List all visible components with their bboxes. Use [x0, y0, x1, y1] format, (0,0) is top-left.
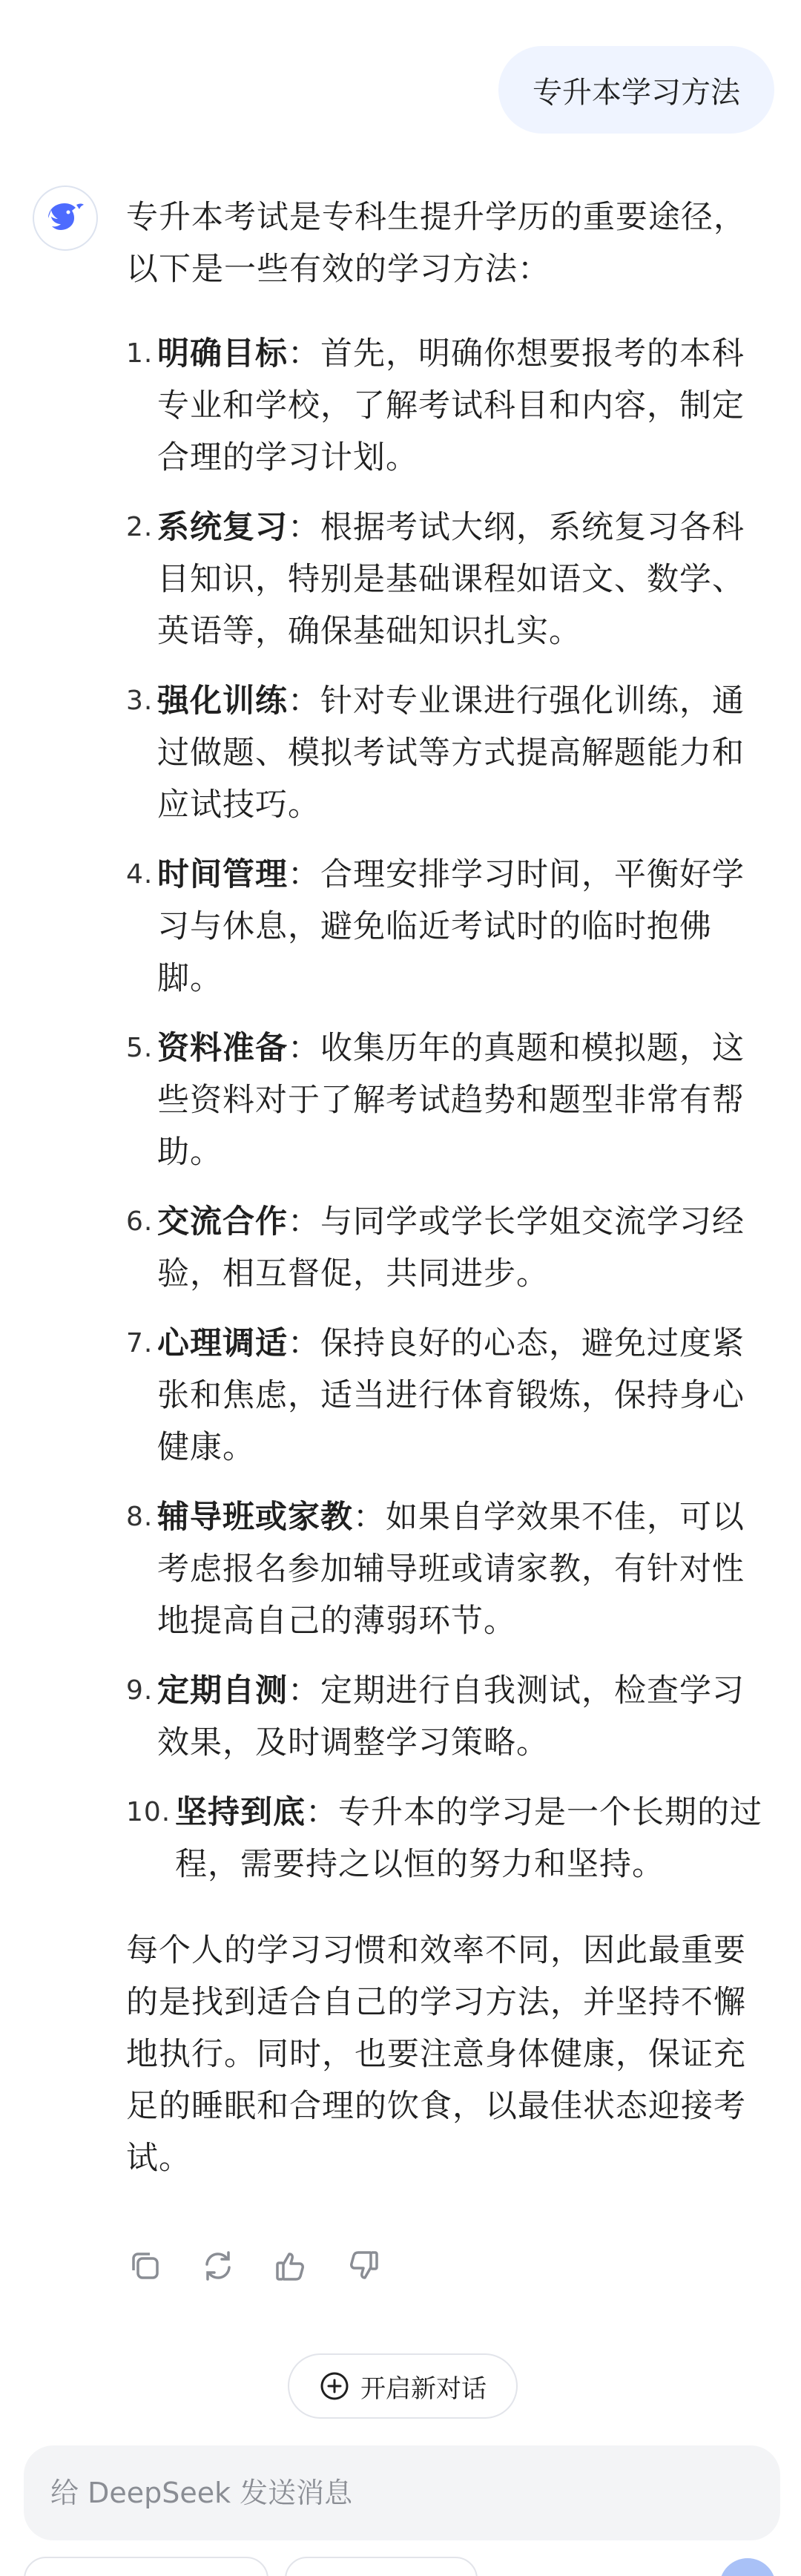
list-item-text: ：与同学或学长学姐交流学习经验，相互督促，共同进步。	[157, 1203, 745, 1292]
copy-icon	[128, 2248, 163, 2284]
list-item-text: ：收集历年的真题和模拟题，这些资料对于了解考试趋势和题型非常有帮助。	[157, 1030, 745, 1171]
list-item-text: ：定期进行自我测试，检查学习效果，及时调整学习策略。	[157, 1672, 745, 1761]
deep-think-toggle[interactable]	[24, 2557, 268, 2576]
deepseek-avatar	[33, 185, 98, 251]
message-actions	[126, 2247, 383, 2285]
new-chat-button[interactable]	[288, 2353, 518, 2419]
list-item-title: 交流合作	[157, 1203, 288, 1241]
copy-button[interactable]	[126, 2247, 165, 2285]
list-item-title: 定期自测	[157, 1672, 288, 1709]
list-item-title: 心理调适	[157, 1325, 288, 1362]
regenerate-button[interactable]	[199, 2247, 237, 2285]
list-item	[126, 675, 771, 831]
list-item-text: ：针对专业课进行强化训练，通过做题、模拟考试等方式提高解题能力和应试技巧。	[157, 683, 745, 824]
plus-circle-icon	[319, 2370, 350, 2402]
method-list	[126, 328, 771, 1890]
user-message-text: 专升本学习方法	[533, 75, 740, 110]
list-item-number: 10.	[126, 1797, 171, 1827]
list-item-title: 时间管理	[157, 856, 288, 893]
thumbs-up-icon	[273, 2248, 309, 2284]
list-item-title: 坚持到底	[175, 1794, 306, 1831]
list-item-number: 6.	[126, 1206, 154, 1237]
list-item-number: 9.	[126, 1675, 154, 1706]
list-item	[126, 328, 771, 484]
list-item	[126, 1196, 771, 1300]
list-item	[126, 502, 771, 657]
list-item-body	[157, 849, 771, 1005]
list-item	[126, 1665, 771, 1769]
list-item	[126, 1787, 771, 1890]
list-item-body	[157, 1491, 771, 1647]
user-message-bubble	[498, 46, 774, 134]
list-item-body	[157, 1022, 771, 1178]
list-item-number: 4.	[126, 859, 154, 890]
list-item-body	[157, 1196, 771, 1300]
list-item-text: ：根据考试大纲，系统复习各科目知识，特别是基础课程如语文、数学、英语等，确保基础知识扎实。	[157, 509, 745, 650]
list-item-body	[157, 1318, 771, 1473]
regenerate-icon	[200, 2248, 236, 2284]
whale-logo-icon	[44, 199, 87, 237]
list-item-number: 1.	[126, 338, 154, 369]
web-search-toggle[interactable]	[285, 2557, 478, 2576]
list-item	[126, 849, 771, 1005]
dislike-button[interactable]	[344, 2247, 383, 2285]
list-item-body	[157, 328, 771, 484]
list-item-number: 2.	[126, 512, 154, 542]
list-item-body	[157, 675, 771, 831]
list-item-body	[157, 502, 771, 657]
message-input[interactable]	[50, 2477, 718, 2509]
list-item-body	[157, 1665, 771, 1769]
list-item-title: 辅导班或家教	[157, 1499, 353, 1536]
answer-intro: 专升本考试是专科生提升学历的重要途径，以下是一些有效的学习方法：	[126, 199, 746, 288]
list-item	[126, 1022, 771, 1178]
list-item-text: ：专升本的学习是一个长期的过程，需要持之以恒的努力和坚持。	[175, 1794, 762, 1883]
assistant-answer	[126, 191, 771, 2184]
list-item-body	[175, 1787, 771, 1890]
list-item-number: 8.	[126, 1502, 154, 1532]
send-button[interactable]	[719, 2558, 776, 2576]
answer-closing: 每个人的学习习惯和效率不同，因此最重要的是找到适合自己的学习方法，并坚持不懈地执行。同时，也要注意身体健康，保证充足的睡眠和合理的饮食，以最佳状态迎接考试。	[126, 1932, 746, 2177]
list-item-text: ：如果自学效果不佳，可以考虑报名参加辅导班或请家教，有针对性地提高自己的薄弱环节。	[157, 1499, 745, 1640]
message-composer	[24, 2445, 780, 2540]
thumbs-down-icon	[346, 2248, 381, 2284]
list-item-text: ：保持良好的心态，避免过度紧张和焦虑，适当进行体育锻炼，保持身心健康。	[157, 1325, 745, 1466]
list-item	[126, 1318, 771, 1473]
list-item-text: ：首先，明确你想要报考的本科专业和学校，了解考试科目和内容，制定合理的学习计划。	[157, 335, 745, 476]
list-item-number: 7.	[126, 1328, 154, 1358]
list-item-number: 3.	[126, 686, 154, 716]
list-item-number: 5.	[126, 1033, 154, 1063]
list-item-title: 系统复习	[157, 509, 288, 546]
list-item-text: ：合理安排学习时间，平衡好学习与休息，避免临近考试时的临时抱佛脚。	[157, 856, 745, 997]
like-button[interactable]	[271, 2247, 310, 2285]
new-chat-label: 开启新对话	[360, 2373, 487, 2404]
list-item	[126, 1491, 771, 1647]
list-item-title: 强化训练	[157, 683, 288, 720]
list-item-title: 资料准备	[157, 1030, 288, 1067]
list-item-title: 明确目标	[157, 335, 288, 372]
